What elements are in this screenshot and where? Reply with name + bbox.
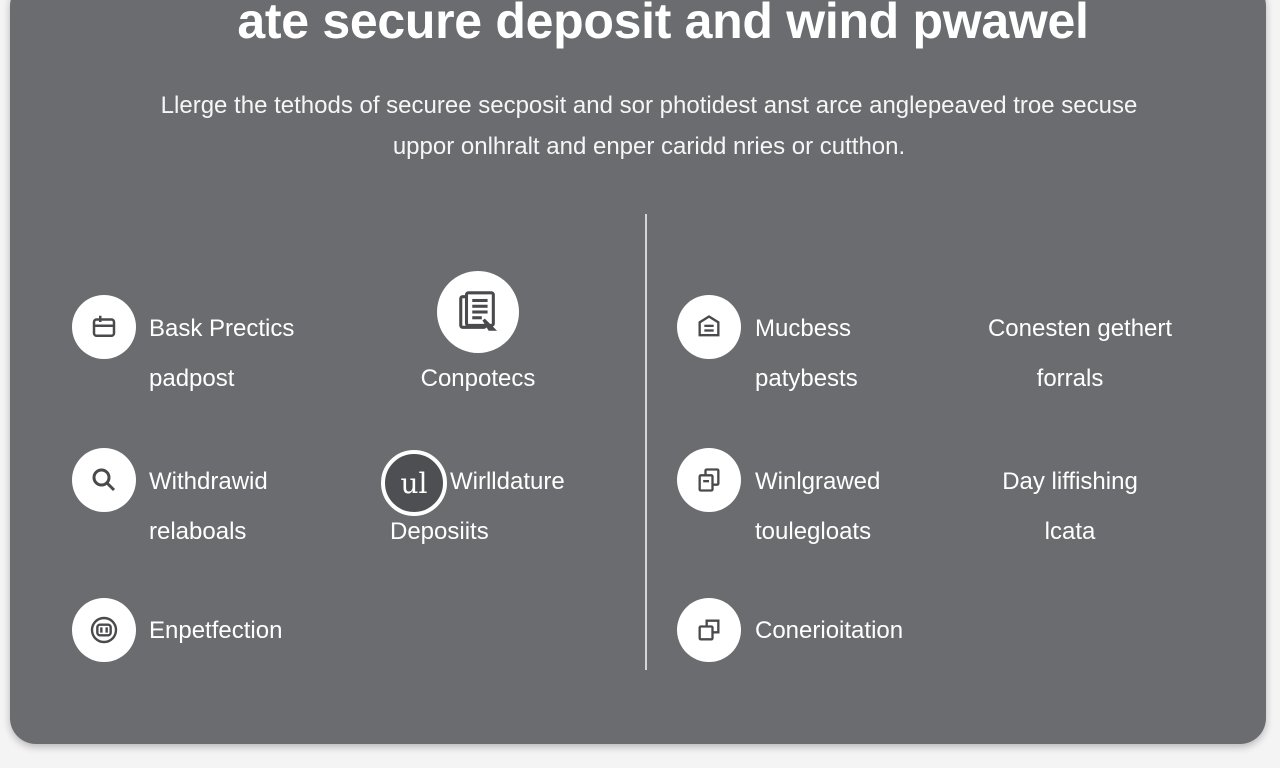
page-title: ate secure deposit and wind pwawel xyxy=(237,0,1089,49)
calendar-icon[interactable] xyxy=(72,295,136,359)
conesten-gethert-title[interactable]: Conesten gethert xyxy=(987,315,1173,342)
withdrawid-caption: relaboals xyxy=(149,518,247,545)
ul-badge-icon[interactable] xyxy=(381,450,447,516)
inbox-icon[interactable] xyxy=(677,295,741,359)
day-liffishing-title[interactable]: Day liffishing xyxy=(1002,468,1138,495)
wirlldature-caption: Deposiits xyxy=(390,518,489,545)
winlgrawed-title[interactable]: Winlgrawed xyxy=(755,468,881,495)
mucbess-caption: patybests xyxy=(755,365,858,392)
search-icon[interactable] xyxy=(72,448,136,512)
column-divider xyxy=(645,214,647,670)
ul-badge-text: ul xyxy=(400,466,428,500)
conesten-gethert-caption: forrals xyxy=(1036,365,1104,392)
day-liffishing-caption: lcata xyxy=(1044,518,1096,545)
document-icon[interactable] xyxy=(437,271,519,353)
conpotecs-title[interactable]: Conpotecs xyxy=(420,365,536,392)
share-icon[interactable] xyxy=(677,598,741,662)
conerioitation-title[interactable]: Conerioitation xyxy=(755,617,904,644)
copy-icon[interactable] xyxy=(677,448,741,512)
withdrawid-title[interactable]: Withdrawid xyxy=(149,468,268,495)
bask-prectics-caption: padpost xyxy=(149,365,235,392)
wirlldature-title[interactable]: Wirlldature xyxy=(450,468,565,495)
shield-icon[interactable] xyxy=(72,598,136,662)
content-card xyxy=(10,0,1266,744)
winlgrawed-caption: toulegloats xyxy=(755,518,872,545)
bask-prectics-title[interactable]: Bask Prectics xyxy=(149,315,295,342)
page-subtitle-line-2: uppor onlhralt and enper caridd nries or cutthon. xyxy=(392,133,906,160)
mucbess-title[interactable]: Mucbess xyxy=(755,315,852,342)
page-subtitle-line-1: Llerge the tethods of securee secposit and sor photidest anst arce anglepeaved troe secuse xyxy=(160,92,1138,119)
enpetfection-title[interactable]: Enpetfection xyxy=(149,617,283,644)
